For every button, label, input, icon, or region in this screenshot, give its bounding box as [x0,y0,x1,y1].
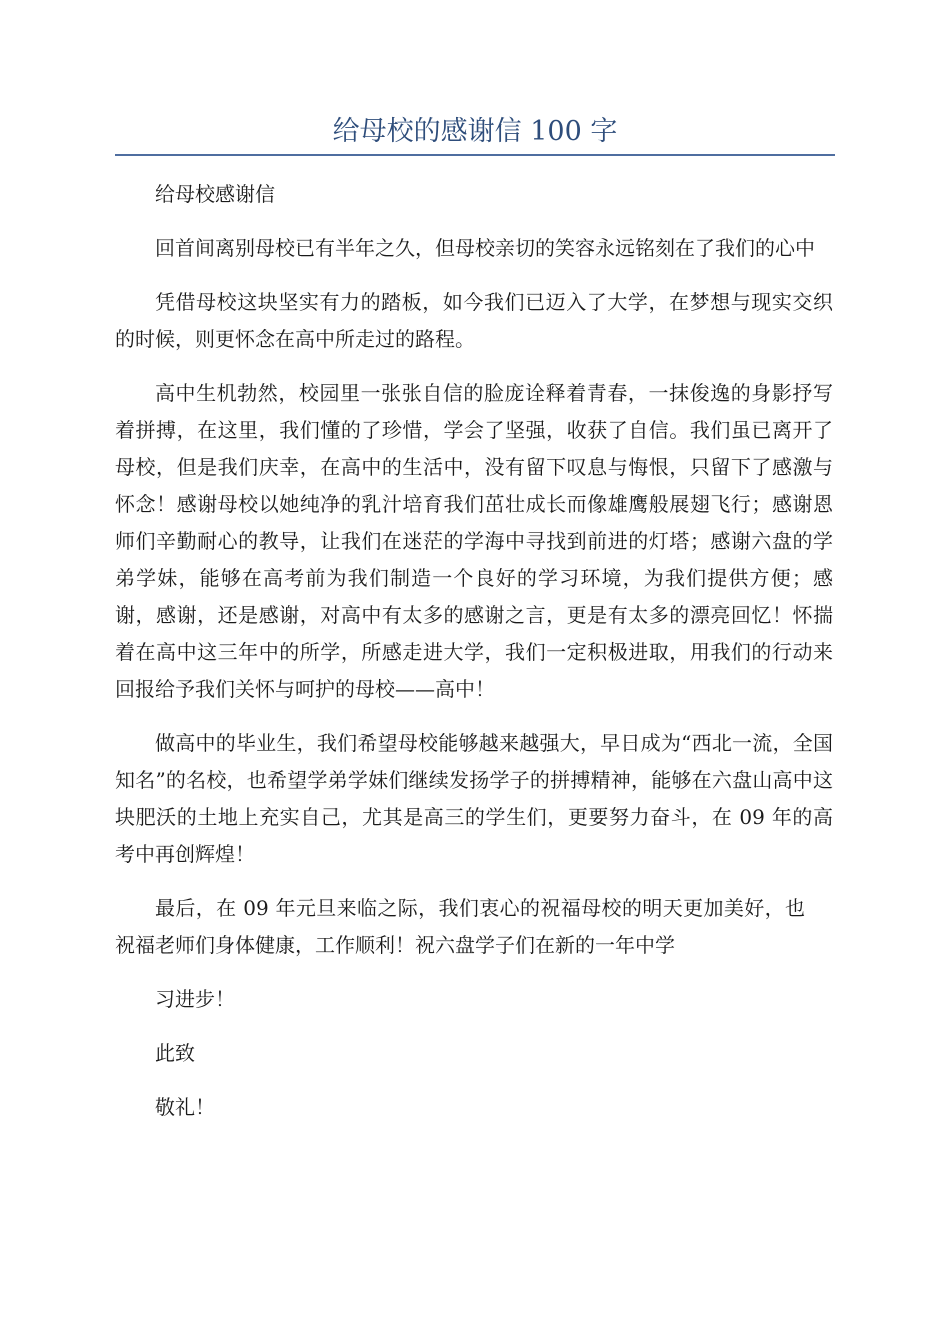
paragraph-6: 习进步！ [155,987,235,1011]
letter-heading: 给母校感谢信 [155,182,275,206]
paragraph-1: 回首间离别母校已有半年之久，但母校亲切的笑容永远铭刻在了我们的心中 [155,236,815,260]
paragraph-3: 高中生机勃然，校园里一张张自信的脸庞诠释着青春，一抹俊逸的身影抒写着拼搏，在这里，我们懂的了珍惜，学会了坚强，收获了自信。我们虽已离开了母校，但是我们庆幸，在高中的生活中，没有留下叹息与悔恨，只留下了感激与怀念！感谢母校以她纯净的乳汁培育我们茁壮成长而像雄鹰般展翅飞行；感谢恩师们辛勤耐心的教导，让我们在迷茫的学海中寻找到前进的灯塔；感谢六盘的学弟学妹，能够在高考前为我们制造一个良好的学习环境，为我们提供方便；感谢，感谢，还是感谢，对高中有太多的感谢之言，更是有太多的漂亮回忆！怀揣着在高中这三年中的所学，所感走进大学，我们一定积极进取，用我们的行动来回报给予我们关怀与呵护的母校——高中！ [115,381,833,701]
paragraph-4: 做高中的毕业生，我们希望母校能够越来越强大，早日成为“西北一流，全国知名”的名校，也希望学弟学妹们继续发扬学子的拼搏精神，能够在六盘山高中这块肥沃的土地上充实自己，尤其是高三的学生们，更要努力奋斗，在 09 年的高考中再创辉煌！ [115,731,833,866]
paragraph-2: 凭借母校这块坚实有力的踏板，如今我们已迈入了大学，在梦想与现实交织的时候，则更怀念在高中所走过的路程。 [115,290,833,351]
document-body [115,176,833,1143]
closing-salutation: 此致 [155,1041,195,1065]
closing-regards: 敬礼！ [155,1095,215,1119]
document-title: 给母校的感谢信 100 字 [332,116,618,147]
paragraph-5: 最后，在 09 年元旦来临之际，我们衷心的祝福母校的明天更加美好，也祝福老师们身体健康，工作顺利！祝六盘学子们在新的一年中学 [115,896,805,957]
title-underline [115,154,835,156]
